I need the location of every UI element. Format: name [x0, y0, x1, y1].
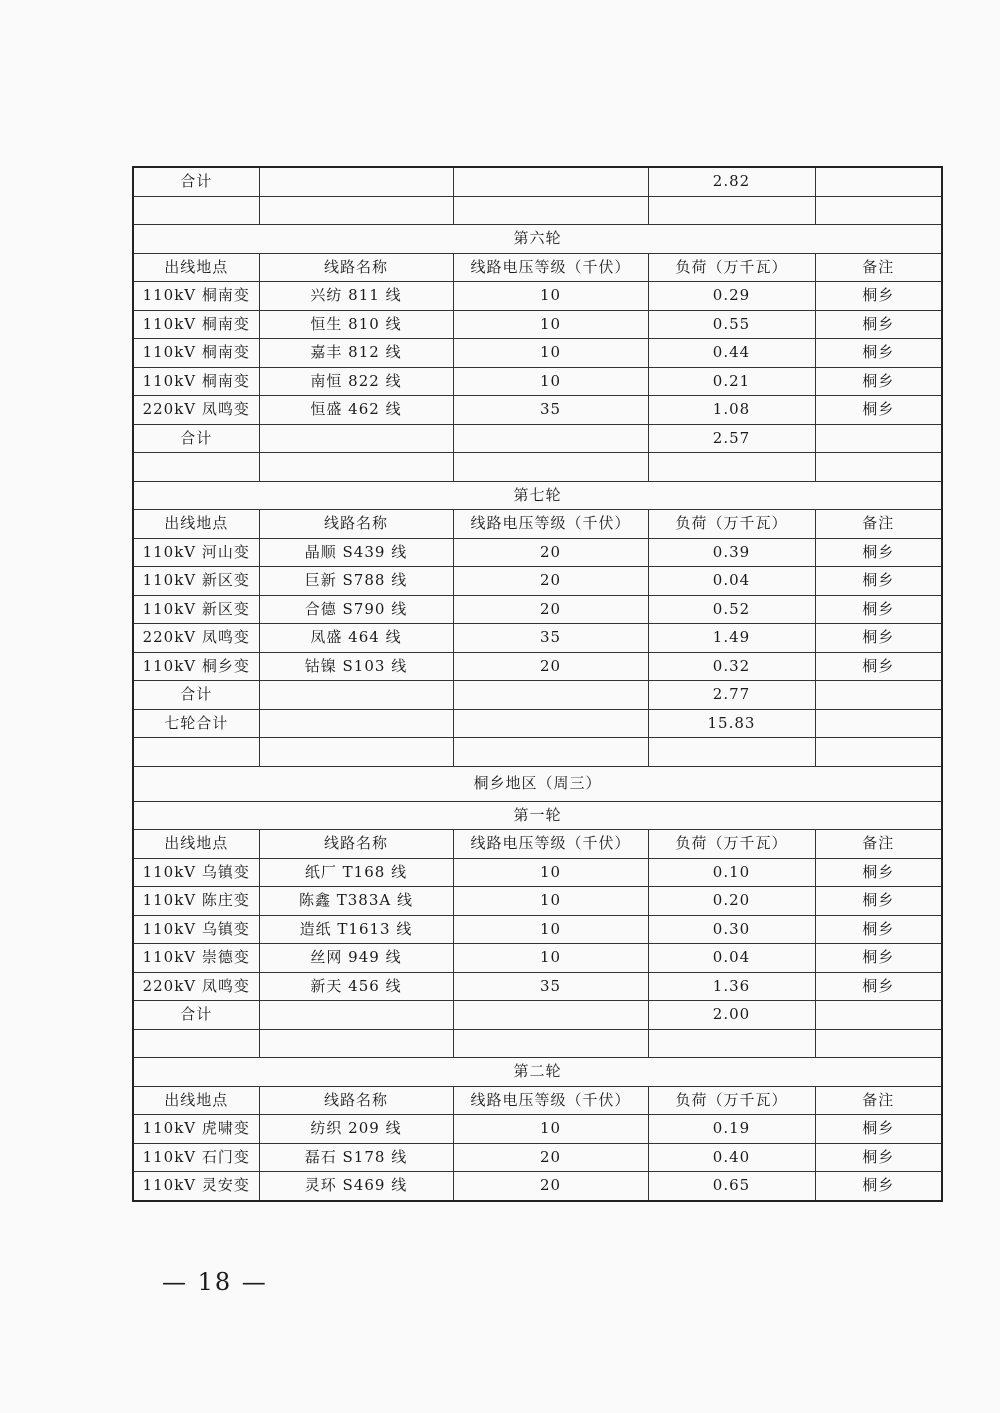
total-load-value: 2.57: [648, 424, 815, 453]
empty-cell: [815, 196, 942, 225]
header-remark: 备注: [815, 1086, 942, 1115]
cell-voltage: 20: [453, 595, 648, 624]
header-line-name: 线路名称: [259, 1086, 453, 1115]
cell-location: 110kV 桐南变: [133, 310, 259, 339]
total-load-value: 15.83: [648, 709, 815, 738]
empty-cell: [453, 167, 648, 196]
cell-location: 110kV 乌镇变: [133, 915, 259, 944]
cell-location: 110kV 崇德变: [133, 944, 259, 973]
cell-line-name: 合德 S790 线: [259, 595, 453, 624]
cell-line-name: 晶顺 S439 线: [259, 538, 453, 567]
cell-load: 0.44: [648, 339, 815, 368]
cell-location: 110kV 河山变: [133, 538, 259, 567]
table-row: [133, 887, 942, 916]
round-heading-row: [133, 481, 942, 510]
cell-voltage: 20: [453, 652, 648, 681]
round-heading: 第七轮: [133, 481, 942, 510]
blank-row: [133, 1029, 942, 1058]
empty-cell: [259, 1001, 453, 1030]
empty-cell: [815, 1001, 942, 1030]
table-row: [133, 567, 942, 596]
header-line-name: 线路名称: [259, 253, 453, 282]
empty-cell: [815, 424, 942, 453]
cell-remark: 桐乡: [815, 282, 942, 311]
table-row: [133, 367, 942, 396]
cell-load: 0.32: [648, 652, 815, 681]
cell-line-name: 凤盛 464 线: [259, 624, 453, 653]
cell-line-name: 嘉丰 812 线: [259, 339, 453, 368]
header-voltage: 线路电压等级（千伏）: [453, 510, 648, 539]
section-title: 桐乡地区（周三）: [133, 766, 942, 801]
table-row: [133, 1115, 942, 1144]
cell-load: 0.10: [648, 858, 815, 887]
total-label: 七轮合计: [133, 709, 259, 738]
empty-cell: [453, 1029, 648, 1058]
cell-voltage: 35: [453, 624, 648, 653]
total-label: 合计: [133, 681, 259, 710]
blank-row: [133, 196, 942, 225]
empty-cell: [453, 738, 648, 767]
empty-cell: [815, 709, 942, 738]
cell-load: 0.65: [648, 1172, 815, 1201]
cell-load: 0.39: [648, 538, 815, 567]
blank-row: [133, 738, 942, 767]
header-location: 出线地点: [133, 510, 259, 539]
cell-location: 110kV 灵安变: [133, 1172, 259, 1201]
empty-cell: [453, 196, 648, 225]
cell-line-name: 纺织 209 线: [259, 1115, 453, 1144]
cell-remark: 桐乡: [815, 310, 942, 339]
table-row: [133, 310, 942, 339]
total-label: 合计: [133, 167, 259, 196]
cell-load: 1.08: [648, 396, 815, 425]
cell-location: 110kV 乌镇变: [133, 858, 259, 887]
table-row: [133, 624, 942, 653]
total-label: 合计: [133, 1001, 259, 1030]
empty-cell: [133, 453, 259, 482]
cell-location: 110kV 新区变: [133, 567, 259, 596]
cell-remark: 桐乡: [815, 538, 942, 567]
empty-cell: [133, 1029, 259, 1058]
header-voltage: 线路电压等级（千伏）: [453, 1086, 648, 1115]
table-row: [133, 595, 942, 624]
round-heading: 第六轮: [133, 225, 942, 254]
page-number: — 18 —: [162, 1268, 268, 1296]
cell-remark: 桐乡: [815, 972, 942, 1001]
header-load: 负荷（万千瓦）: [648, 510, 815, 539]
table-row: [133, 944, 942, 973]
cell-remark: 桐乡: [815, 858, 942, 887]
column-header-row: [133, 1086, 942, 1115]
cell-load: 0.29: [648, 282, 815, 311]
column-header-row: [133, 510, 942, 539]
cell-location: 220kV 凤鸣变: [133, 624, 259, 653]
empty-cell: [648, 738, 815, 767]
cell-voltage: 20: [453, 567, 648, 596]
cell-line-name: 丝网 949 线: [259, 944, 453, 973]
cell-line-name: 新天 456 线: [259, 972, 453, 1001]
cell-location: 110kV 桐乡变: [133, 652, 259, 681]
column-header-row: [133, 830, 942, 859]
cell-voltage: 20: [453, 1172, 648, 1201]
total-load-value: 2.00: [648, 1001, 815, 1030]
table-row: [133, 652, 942, 681]
cell-line-name: 陈鑫 T383A 线: [259, 887, 453, 916]
blank-row: [133, 453, 942, 482]
empty-cell: [259, 709, 453, 738]
empty-cell: [453, 453, 648, 482]
cell-line-name: 兴纺 811 线: [259, 282, 453, 311]
cell-remark: 桐乡: [815, 624, 942, 653]
cell-voltage: 10: [453, 367, 648, 396]
empty-cell: [259, 453, 453, 482]
cell-voltage: 10: [453, 310, 648, 339]
cell-location: 220kV 凤鸣变: [133, 972, 259, 1001]
cell-remark: 桐乡: [815, 567, 942, 596]
cell-line-name: 磊石 S178 线: [259, 1143, 453, 1172]
cell-voltage: 35: [453, 972, 648, 1001]
cell-remark: 桐乡: [815, 887, 942, 916]
total-row: [133, 709, 942, 738]
empty-cell: [453, 681, 648, 710]
total-load-value: 2.82: [648, 167, 815, 196]
empty-cell: [648, 453, 815, 482]
cell-location: 110kV 桐南变: [133, 367, 259, 396]
cell-load: 0.20: [648, 887, 815, 916]
cell-voltage: 10: [453, 339, 648, 368]
table-row: [133, 915, 942, 944]
table-row: [133, 339, 942, 368]
round-heading: 第一轮: [133, 801, 942, 830]
table-row: [133, 1143, 942, 1172]
cell-remark: 桐乡: [815, 595, 942, 624]
round-heading: 第二轮: [133, 1058, 942, 1087]
cell-remark: 桐乡: [815, 1143, 942, 1172]
header-location: 出线地点: [133, 253, 259, 282]
header-line-name: 线路名称: [259, 510, 453, 539]
header-load: 负荷（万千瓦）: [648, 830, 815, 859]
cell-line-name: 造纸 T1613 线: [259, 915, 453, 944]
load-shedding-table: [132, 166, 943, 1202]
cell-location: 110kV 桐南变: [133, 282, 259, 311]
cell-location: 110kV 陈庄变: [133, 887, 259, 916]
header-remark: 备注: [815, 510, 942, 539]
section-title-row: [133, 766, 942, 801]
empty-cell: [259, 738, 453, 767]
cell-load: 0.30: [648, 915, 815, 944]
total-label: 合计: [133, 424, 259, 453]
cell-voltage: 10: [453, 887, 648, 916]
cell-location: 110kV 石门变: [133, 1143, 259, 1172]
empty-cell: [815, 681, 942, 710]
cell-load: 0.55: [648, 310, 815, 339]
empty-cell: [133, 196, 259, 225]
cell-load: 1.36: [648, 972, 815, 1001]
cell-location: 110kV 新区变: [133, 595, 259, 624]
cell-line-name: 纸厂 T168 线: [259, 858, 453, 887]
header-load: 负荷（万千瓦）: [648, 1086, 815, 1115]
cell-voltage: 10: [453, 282, 648, 311]
cell-remark: 桐乡: [815, 367, 942, 396]
empty-cell: [259, 1029, 453, 1058]
cell-line-name: 南恒 822 线: [259, 367, 453, 396]
total-row: [133, 167, 942, 196]
cell-line-name: 灵环 S469 线: [259, 1172, 453, 1201]
cell-load: 0.04: [648, 944, 815, 973]
cell-voltage: 10: [453, 915, 648, 944]
empty-cell: [815, 167, 942, 196]
empty-cell: [259, 424, 453, 453]
cell-remark: 桐乡: [815, 652, 942, 681]
empty-cell: [453, 424, 648, 453]
empty-cell: [133, 738, 259, 767]
total-row: [133, 424, 942, 453]
table-row: [133, 396, 942, 425]
cell-load: 0.40: [648, 1143, 815, 1172]
round-heading-row: [133, 225, 942, 254]
header-location: 出线地点: [133, 1086, 259, 1115]
cell-line-name: 巨新 S788 线: [259, 567, 453, 596]
total-load-value: 2.77: [648, 681, 815, 710]
cell-remark: 桐乡: [815, 396, 942, 425]
cell-line-name: 恒生 810 线: [259, 310, 453, 339]
cell-voltage: 10: [453, 1115, 648, 1144]
cell-remark: 桐乡: [815, 339, 942, 368]
empty-cell: [453, 1001, 648, 1030]
empty-cell: [648, 1029, 815, 1058]
cell-location: 110kV 桐南变: [133, 339, 259, 368]
total-row: [133, 681, 942, 710]
header-location: 出线地点: [133, 830, 259, 859]
table-row: [133, 282, 942, 311]
cell-voltage: 10: [453, 858, 648, 887]
cell-line-name: 恒盛 462 线: [259, 396, 453, 425]
empty-cell: [259, 167, 453, 196]
empty-cell: [453, 709, 648, 738]
table-row: [133, 1172, 942, 1201]
cell-remark: 桐乡: [815, 915, 942, 944]
cell-load: 0.04: [648, 567, 815, 596]
table-row: [133, 538, 942, 567]
empty-cell: [259, 681, 453, 710]
cell-location: 110kV 虎啸变: [133, 1115, 259, 1144]
column-header-row: [133, 253, 942, 282]
empty-cell: [815, 1029, 942, 1058]
empty-cell: [815, 738, 942, 767]
cell-remark: 桐乡: [815, 944, 942, 973]
header-voltage: 线路电压等级（千伏）: [453, 253, 648, 282]
cell-remark: 桐乡: [815, 1172, 942, 1201]
header-line-name: 线路名称: [259, 830, 453, 859]
total-row: [133, 1001, 942, 1030]
header-load: 负荷（万千瓦）: [648, 253, 815, 282]
cell-voltage: 35: [453, 396, 648, 425]
cell-location: 220kV 凤鸣变: [133, 396, 259, 425]
cell-remark: 桐乡: [815, 1115, 942, 1144]
cell-voltage: 20: [453, 1143, 648, 1172]
header-remark: 备注: [815, 253, 942, 282]
header-voltage: 线路电压等级（千伏）: [453, 830, 648, 859]
cell-line-name: 钴镍 S103 线: [259, 652, 453, 681]
header-remark: 备注: [815, 830, 942, 859]
cell-voltage: 20: [453, 538, 648, 567]
cell-load: 0.19: [648, 1115, 815, 1144]
cell-load: 0.52: [648, 595, 815, 624]
table-row: [133, 972, 942, 1001]
empty-cell: [259, 196, 453, 225]
empty-cell: [648, 196, 815, 225]
cell-load: 1.49: [648, 624, 815, 653]
empty-cell: [815, 453, 942, 482]
table-row: [133, 858, 942, 887]
round-heading-row: [133, 1058, 942, 1087]
round-heading-row: [133, 801, 942, 830]
cell-load: 0.21: [648, 367, 815, 396]
cell-voltage: 10: [453, 944, 648, 973]
